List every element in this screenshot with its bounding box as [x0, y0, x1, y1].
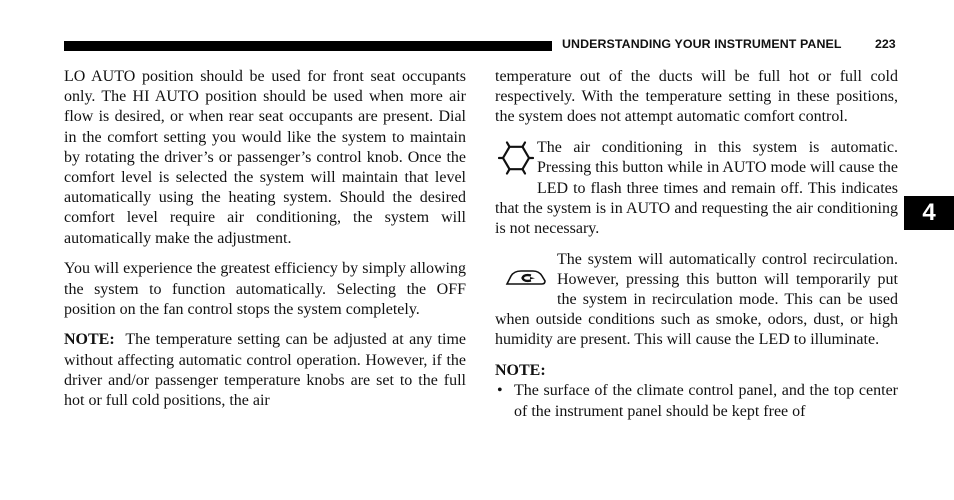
ac-text: The air conditioning in this system is automatic. Pressing this button while in AUTO mode will cause the LED to flash three times and remain off. This indicates that the system is in AUTO and requesting the air conditioning is not necessary.: [495, 139, 899, 237]
right-column: [495, 67, 898, 422]
snowflake-icon: [495, 140, 537, 180]
bullet-dot: •: [497, 382, 503, 400]
note-bullet-list: [495, 381, 898, 421]
chapter-tab: 4: [904, 196, 954, 230]
recirc-text: The system will automatically control recirculation. However, pressing this button will temporarily put the system in recirculation mode. This can be used when outside conditions such as smoke, odors, dust, or high humidity are present. This will cause the LED to illuminate.: [495, 250, 898, 349]
bullet-text: The surface of the climate control panel, and the top center of the instrument panel should be kept free of: [514, 382, 898, 420]
recirculation-icon: [495, 250, 557, 304]
ac-paragraph: [495, 138, 898, 239]
note-text: The temperature setting can be adjusted at any time without affecting automatic control operation. However, if the driver and/or passenger temperature knobs are set to the full hot or full cold positions, the air: [64, 331, 466, 410]
note-label: NOTE:: [64, 331, 115, 349]
paragraph-auto-positions: LO AUTO position should be used for front seat occupants only. The HI AUTO position should be used when more air flow is desired, or when rear seat occupants are present. Dial in the comfort setting you would like the system to maintain by rotating the driver’s or passenger’s control knob. Once the comfort level is selected the system will maintain that level automatically using the heating system. Should the desired comfort level require air conditioning, the system will automatically make the adjustment.: [64, 68, 466, 247]
paragraph-temperature-continued: temperature out of the ducts will be full hot or full cold respectively. With the temperature setting in these positions, the system does not attempt automatic comfort control.: [495, 68, 898, 126]
list-item: [495, 381, 898, 421]
paragraph-efficiency: You will experience the greatest efficiency by simply allowing the system to function automatically. Selecting the OFF position on the fan control stops the system completely.: [64, 260, 466, 318]
page-number: 223: [875, 37, 896, 51]
running-header: UNDERSTANDING YOUR INSTRUMENT PANEL: [562, 37, 842, 51]
recirc-paragraph: [495, 250, 898, 351]
note-label: NOTE:: [495, 362, 546, 380]
note-temperature: [64, 330, 466, 411]
left-column: [64, 67, 466, 422]
header-rule: [64, 41, 552, 51]
